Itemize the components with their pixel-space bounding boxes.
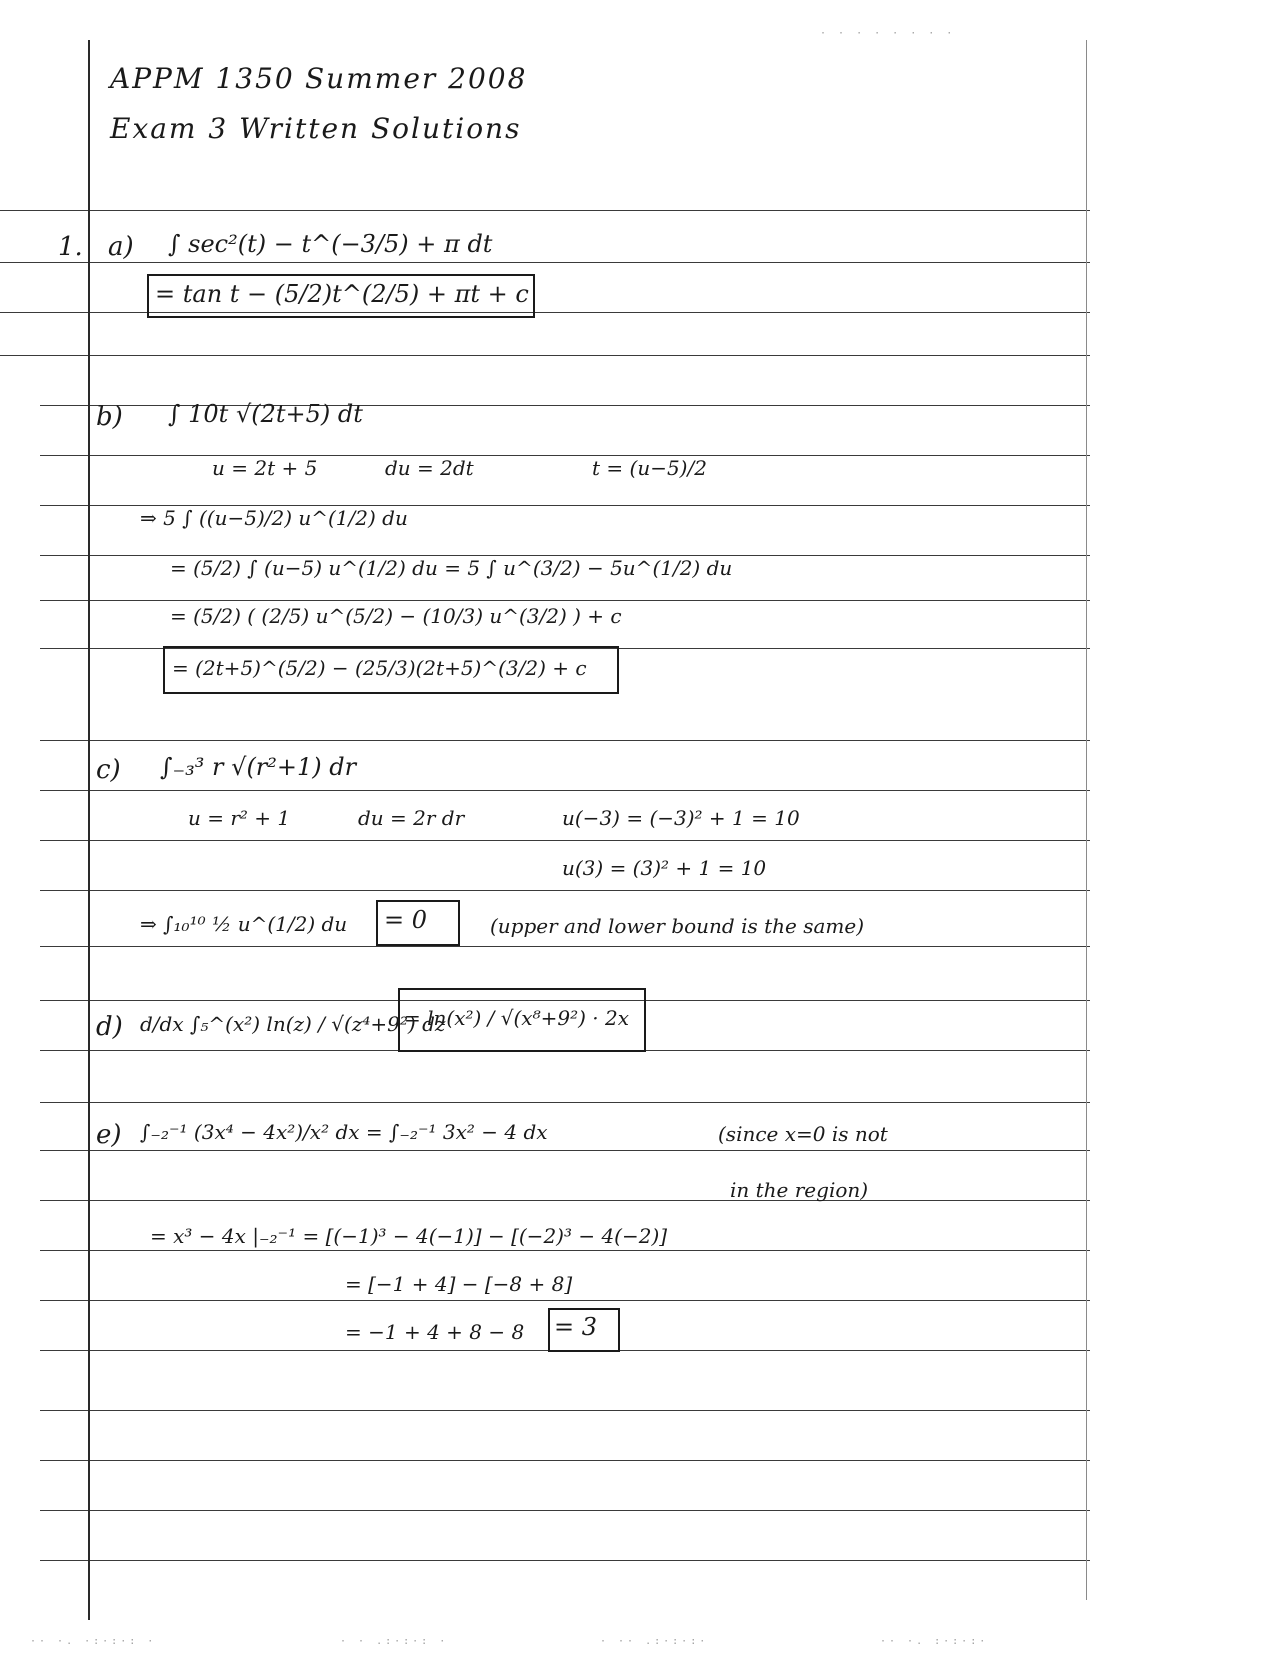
ruled-line — [40, 1250, 1090, 1251]
part-b-integral: ∫ 10t √(2t+5) dt — [168, 400, 363, 428]
ruled-line — [40, 790, 1090, 791]
ruled-line — [40, 1200, 1090, 1201]
scan-noise: ·· ·. :·:·:· — [880, 1636, 989, 1647]
part-b-sub-u: u = 2t + 5 — [212, 456, 318, 480]
part-c-bound-upper: u(3) = (3)² + 1 = 10 — [562, 856, 767, 880]
part-b-step1: ⇒ 5 ∫ ((u−5)/2) u^(1/2) du — [140, 506, 408, 530]
part-b-answer: = (2t+5)^(5/2) − (25/3)(2t+5)^(3/2) + c — [172, 656, 587, 680]
ruled-line — [0, 355, 1090, 356]
part-a-label: a) — [108, 232, 134, 262]
part-c-note: (upper and lower bound is the same) — [490, 914, 865, 938]
ruled-line — [40, 890, 1090, 891]
part-e-label: e) — [96, 1120, 122, 1150]
ruled-line — [0, 210, 1090, 211]
part-c-bound-lower: u(−3) = (−3)² + 1 = 10 — [562, 806, 800, 830]
ruled-line — [40, 455, 1090, 456]
part-e-integral: ∫₋₂⁻¹ (3x⁴ − 4x²)/x² dx = ∫₋₂⁻¹ 3x² − 4 dx — [140, 1120, 548, 1144]
part-b-label: b) — [96, 402, 123, 432]
part-a-integral: ∫ sec²(t) − t^(−3/5) + π dt — [168, 230, 493, 258]
part-b-sub-t: t = (u−5)/2 — [592, 456, 707, 480]
part-e-answer: = 3 — [554, 1313, 598, 1341]
part-c-step: ⇒ ∫₁₀¹⁰ ½ u^(1/2) du — [140, 912, 348, 936]
part-c-integral: ∫₋₃³ r √(r²+1) dr — [160, 753, 357, 781]
course-name: APPM 1350 — [110, 62, 295, 95]
ruled-line — [40, 600, 1090, 601]
part-e-note-line2: in the region) — [730, 1178, 869, 1202]
part-a-answer: = tan t − (5/2)t^(2/5) + πt + c — [155, 280, 529, 308]
scan-noise: ·· ·. ·:·:·: · — [30, 1636, 157, 1647]
part-e-step1: = x³ − 4x |₋₂⁻¹ = [(−1)³ − 4(−1)] − [(−2)³ − 4(−2)] — [150, 1224, 668, 1248]
ruled-line — [40, 740, 1090, 741]
ruled-line — [40, 1560, 1090, 1561]
ruled-line — [40, 840, 1090, 841]
part-e-step3: = −1 + 4 + 8 − 8 — [345, 1320, 525, 1344]
scan-noise: · · .:·:·: · — [340, 1636, 449, 1647]
part-b-step2: = (5/2) ∫ (u−5) u^(1/2) du = 5 ∫ u^(3/2) − 5u^(1/2) du — [170, 556, 733, 580]
part-d-expression: d/dx ∫₅^(x²) ln(z) / √(z⁴+9²) dz — [140, 1012, 446, 1036]
scan-noise: · ·· .:·:·:· — [600, 1636, 709, 1647]
margin-line — [88, 40, 90, 1620]
part-c-label: c) — [96, 755, 121, 785]
part-e-note-line1: (since x=0 is not — [718, 1122, 888, 1146]
ruled-line — [40, 1460, 1090, 1461]
ruled-line — [40, 1150, 1090, 1151]
ruled-line — [40, 1300, 1090, 1301]
part-d-label: d) — [96, 1012, 123, 1042]
part-c-sub-du: du = 2r dr — [358, 806, 465, 830]
scan-noise: · · · · · · · · — [820, 28, 956, 39]
part-e-step2: = [−1 + 4] − [−8 + 8] — [345, 1272, 573, 1296]
problem-number: 1. — [58, 232, 83, 262]
ruled-line — [0, 262, 1090, 263]
ruled-line — [40, 1102, 1090, 1103]
part-c-answer: = 0 — [384, 906, 428, 934]
exam-term: Summer 2008 — [305, 62, 528, 95]
part-d-answer: = ln(x²) / √(x⁸+9²) · 2x — [404, 1006, 629, 1030]
ruled-line — [40, 946, 1090, 947]
page-title: Exam 3 Written Solutions — [110, 112, 522, 145]
page-edge-line — [1086, 40, 1087, 1600]
part-b-step3: = (5/2) ( (2/5) u^(5/2) − (10/3) u^(3/2) ) + c — [170, 604, 622, 628]
part-c-sub-u: u = r² + 1 — [188, 806, 291, 830]
part-b-sub-du: du = 2dt — [385, 456, 474, 480]
ruled-line — [40, 1510, 1090, 1511]
ruled-line — [40, 1410, 1090, 1411]
